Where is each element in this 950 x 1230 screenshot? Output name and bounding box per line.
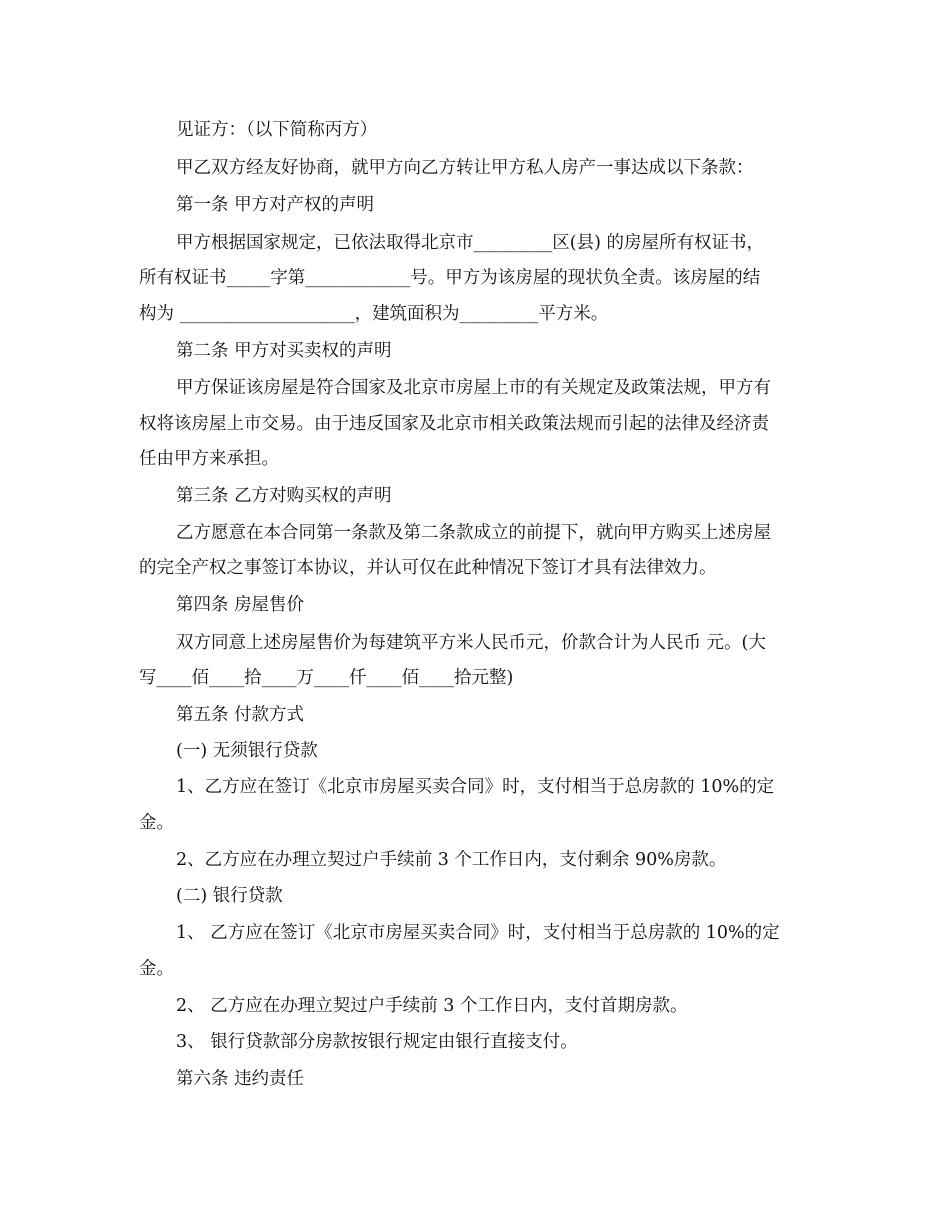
no-loan-item-2: 2、乙方应在办理立契过户手续前 3 个工作日内，支付剩余 90%房款。 <box>176 850 727 870</box>
article-1-text-line-2: 所有权证书_____字第____________号。甲方为该房屋的现状负全责。该房屋的结 <box>139 268 761 288</box>
article-1-heading: 第一条 甲方对产权的声明 <box>176 195 375 215</box>
loan-item-1-line-1: 1、 乙方应在签订《北京市房屋买卖合同》时，支付相当于总房款的 10%的定 <box>176 923 780 943</box>
loan-item-2: 2、 乙方应在办理立契过户手续前 3 个工作日内，支付首期房款。 <box>176 996 688 1016</box>
no-bank-loan-subheading: (一) 无须银行贷款 <box>176 741 318 761</box>
article-3-heading: 第三条 乙方对购买权的声明 <box>176 486 392 506</box>
witness-line: 见证方：（以下简称丙方） <box>176 120 378 140</box>
article-1-text-line-1: 甲方根据国家规定，已依法取得北京市_________区(县) 的房屋所有权证书， <box>176 233 764 253</box>
article-2-heading: 第二条 甲方对买卖权的声明 <box>176 341 392 361</box>
no-loan-item-1-line-1: 1、乙方应在签订《北京市房屋买卖合同》时，支付相当于总房款的 10%的定 <box>176 777 775 797</box>
article-4-heading: 第四条 房屋售价 <box>176 595 305 615</box>
loan-item-1-line-2: 金。 <box>139 959 174 979</box>
article-5-heading: 第五条 付款方式 <box>176 705 305 725</box>
article-3-text-line-1: 乙方愿意在本合同第一条款及第二条款成立的前提下，就向甲方购买上述房屋 <box>176 523 771 543</box>
loan-item-3: 3、 银行贷款部分房款按银行规定由银行直接支付。 <box>176 1032 578 1052</box>
intro-paragraph: 甲乙双方经友好协商，就甲方向乙方转让甲方私人房产一事达成以下条款： <box>176 158 754 178</box>
article-2-text-line-1: 甲方保证该房屋是符合国家及北京市房屋上市的有关规定及政策法规，甲方有 <box>176 378 771 398</box>
article-2-text-line-3: 任由甲方来承担。 <box>139 449 279 469</box>
article-3-text-line-2: 的完全产权之事签订本协议，并认可仅在此种情况下签订才具有法律效力。 <box>139 558 717 578</box>
article-2-text-line-2: 权将该房屋上市交易。由于违反国家及北京市相关政策法规而引起的法律及经济责 <box>139 414 769 434</box>
bank-loan-subheading: (二) 银行贷款 <box>176 886 283 906</box>
article-4-text-line-2: 写____佰____拾____万____仟____佰____拾元整) <box>139 668 514 688</box>
article-6-heading: 第六条 违约责任 <box>176 1069 305 1089</box>
article-1-text-line-3: 构为 ____________________，建筑面积为_________平方米。 <box>139 304 609 324</box>
no-loan-item-1-line-2: 金。 <box>139 813 174 833</box>
article-4-text-line-1: 双方同意上述房屋售价为每建筑平方米人民币元，价款合计为人民币 元。(大 <box>176 633 766 653</box>
